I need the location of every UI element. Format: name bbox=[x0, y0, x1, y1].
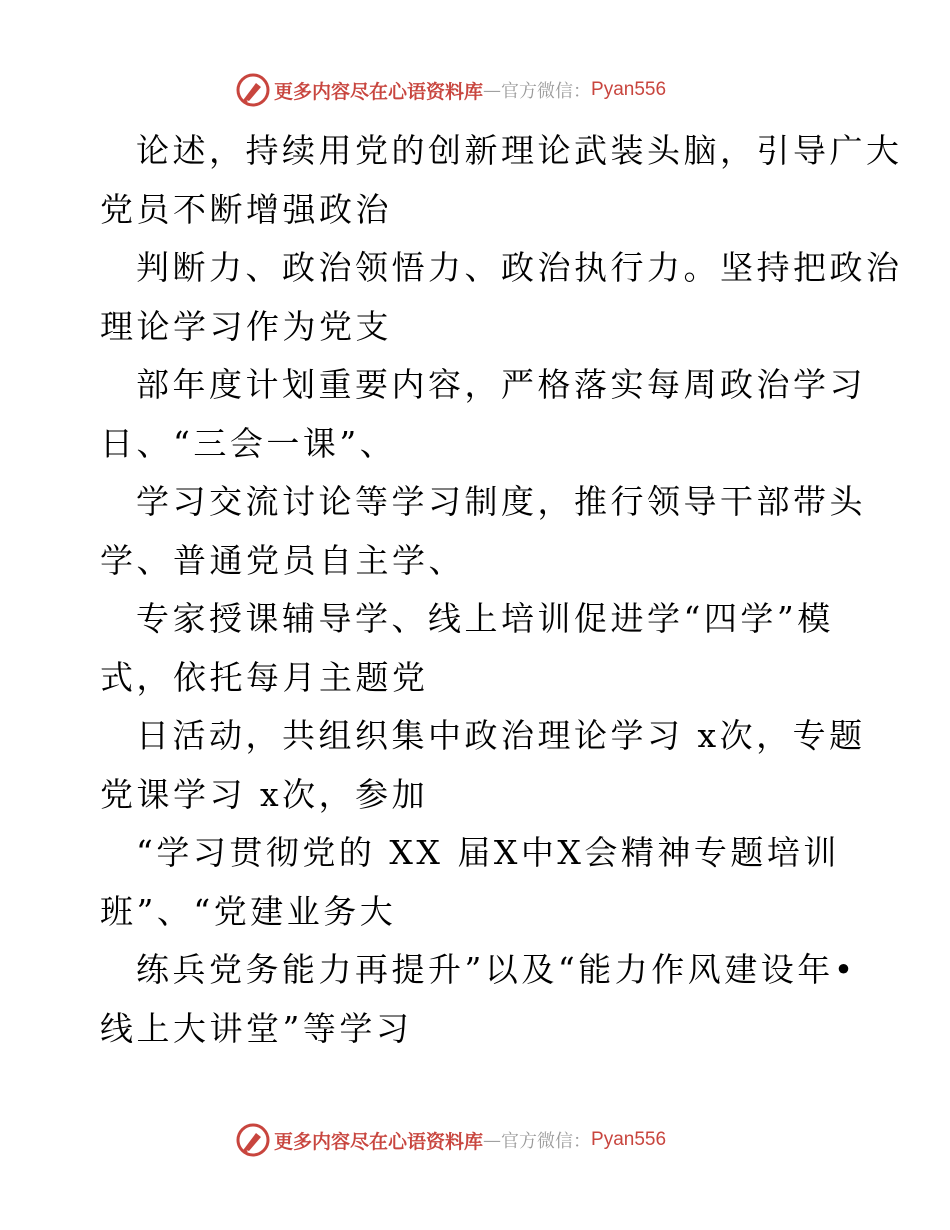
body-line: 党员不断增强政治 bbox=[100, 189, 392, 229]
header-banner bbox=[236, 72, 666, 108]
body-line: “学习贯彻党的 XX 届X中X会精神专题培训 bbox=[136, 833, 840, 872]
banner-separator: — bbox=[483, 1129, 502, 1151]
body-line: 日活动，共组织集中政治理论学习 x次，专题 bbox=[136, 716, 866, 755]
pen-logo-icon bbox=[236, 73, 270, 107]
banner-wechat-label: 官方微信： bbox=[501, 1131, 592, 1152]
banner-wechat-label: 官方微信： bbox=[501, 81, 592, 102]
body-line: 式，依托每月主题党 bbox=[100, 657, 429, 697]
banner-wechat-id: Pyan556 bbox=[591, 1129, 667, 1150]
document-body bbox=[100, 122, 903, 1058]
footer-banner bbox=[236, 1122, 666, 1158]
body-line: 论述，持续用党的创新理论武装头脑，引导广大 bbox=[136, 131, 903, 170]
banner-separator: — bbox=[483, 79, 502, 101]
body-line: 学、普通党员自主学、 bbox=[100, 540, 465, 580]
body-line: 班”、“党建业务大 bbox=[100, 891, 397, 931]
body-line: 部年度计划重要内容，严格落实每周政治学习 bbox=[136, 365, 866, 404]
body-line: 判断力、政治领悟力、政治执行力。坚持把政治 bbox=[136, 248, 903, 287]
body-line: 日、“三会一课”、 bbox=[100, 423, 397, 463]
banner-text: 更多内容尽在心语资料库 bbox=[274, 1130, 484, 1153]
body-line: 理论学习作为党支 bbox=[100, 306, 392, 346]
body-line: 练兵党务能力再提升”以及“能力作风建设年• bbox=[136, 950, 857, 989]
banner-wechat-id: Pyan556 bbox=[591, 79, 667, 100]
body-line: 专家授课辅导学、线上培训促进学“四学”模 bbox=[136, 599, 834, 638]
body-line: 党课学习 x次，参加 bbox=[100, 774, 429, 814]
banner-text: 更多内容尽在心语资料库 bbox=[274, 80, 484, 103]
pen-logo-icon bbox=[236, 1123, 270, 1157]
body-line: 线上大讲堂”等学习 bbox=[100, 1008, 413, 1048]
body-line: 学习交流讨论等学习制度，推行领导干部带头 bbox=[136, 482, 866, 521]
